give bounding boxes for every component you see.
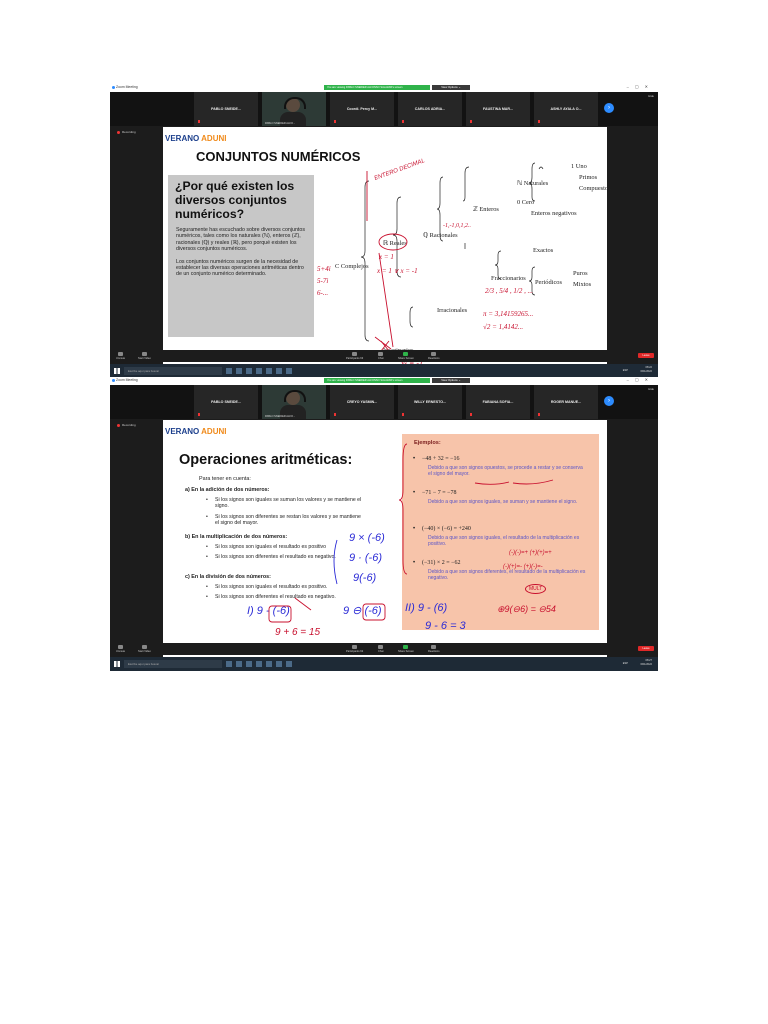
zoom-titlebar <box>110 84 658 92</box>
reactions-icon <box>431 645 436 649</box>
taskbar-clock[interactable]: 08:22 6/01/2022 <box>640 366 652 373</box>
participant-strip <box>110 385 658 419</box>
rule-item: • Si los signos son diferentes el resultado es negativo. <box>215 594 365 600</box>
participant-tile[interactable]: CREYO YASMIN... <box>330 385 394 419</box>
handwritten-strokes <box>313 167 607 377</box>
chat-button[interactable]: Chat <box>378 645 383 653</box>
tree-label: ℝ Reales <box>383 240 407 247</box>
mic-muted-icon <box>470 413 472 416</box>
headset-icon <box>284 390 306 402</box>
window-controls[interactable]: –▢✕ <box>626 377 654 382</box>
example-explanation: Debido a que son signos diferentes, el resultado de la multiplicación es negativo. <box>428 569 586 581</box>
windows-taskbar <box>110 657 658 671</box>
view-options-button[interactable]: View Options ⌄ <box>432 85 470 90</box>
share-screen-icon <box>403 645 408 649</box>
app-icon[interactable] <box>256 368 262 374</box>
hide-video-button[interactable]: Hide <box>648 94 654 98</box>
tree-label: Mixtos <box>573 281 592 288</box>
rule-item: • Si los signos son diferentes se restan los valores y se mantiene el signo del mayor. <box>215 514 365 526</box>
window-controls[interactable]: –▢✕ <box>626 84 654 89</box>
handwritten-note: 5+4i <box>317 265 331 273</box>
tree-label: Primos <box>579 174 598 181</box>
handwritten-note: 9 × (-6) <box>349 532 385 544</box>
mic-muted-icon <box>538 120 540 123</box>
app-icon[interactable] <box>256 661 262 667</box>
example-equation: • −48 + 32 = −16 <box>422 456 460 462</box>
meeting-controls <box>110 643 658 655</box>
rule-item: • Si los signos son iguales se suman los valores y se mantiene el signo. <box>215 497 365 509</box>
zoom-app-icon <box>112 379 115 382</box>
participant-tile[interactable]: FABIANA SOFIA... <box>466 385 530 419</box>
rule-heading-addition: a) En la adición de dos números: <box>185 487 270 493</box>
leave-button[interactable]: Leave <box>638 353 654 358</box>
app-name: Zoom Meeting <box>116 378 138 382</box>
example-explanation: Debido a que son signos iguales, el resultado de la multiplicación es positivo. <box>428 535 580 547</box>
example-equation: • −71 − 7 = −78 <box>422 490 457 496</box>
language-indicator[interactable]: ESP <box>622 662 628 665</box>
tree-label: ℤ Enteros <box>473 206 499 213</box>
headset-icon <box>284 97 306 109</box>
handwritten-note: 2/3 , 5/4 , 1/2 , ... <box>485 287 533 295</box>
start-video-button[interactable]: Start Video <box>138 352 151 360</box>
app-icon[interactable] <box>286 661 292 667</box>
handwritten-note: 6-... <box>317 289 329 297</box>
participant-video-tile[interactable]: PABLO SNEIDER ALFO... <box>262 92 326 126</box>
tree-label: Puros <box>573 270 588 277</box>
rule-item: • Si los signos son diferentes el resultado es negativo. <box>215 554 365 560</box>
question-paragraph-2: Los conjuntos numéricos surgen de la necesidad de establecer las diversas operaciones aritméticas dentro de un conjunto numérico determinado. <box>176 258 304 278</box>
participant-tile[interactable]: FAUSTINA MAR... <box>466 92 530 126</box>
rule-heading-division: c) En la división de dos números: <box>185 574 271 580</box>
recording-indicator: Recording <box>117 130 136 134</box>
question-box <box>168 175 314 337</box>
camera-icon <box>142 645 147 649</box>
app-icon[interactable] <box>236 661 242 667</box>
handwritten-note: x = 1 ∨ x = -1 <box>377 267 418 275</box>
participant-strip <box>110 92 658 126</box>
example-equation: • (−40) × (−6) = +240 <box>422 526 471 532</box>
participant-tile[interactable]: Coordi. Percy M... <box>330 92 394 126</box>
participant-tile[interactable]: ROGER MANUE... <box>534 385 598 419</box>
tree-label: ℕ Naturales <box>517 180 549 187</box>
zoom-app-icon <box>112 86 115 89</box>
start-video-button[interactable]: Start Video <box>138 645 151 653</box>
rule-item: • Si los signos son iguales el resultado es positivo. <box>215 584 365 590</box>
mic-muted-icon <box>334 120 336 123</box>
taskbar-apps <box>226 368 292 374</box>
view-options-button[interactable]: View Options ⌄ <box>432 378 470 383</box>
question-heading: ¿Por qué existen los diversos conjuntos numéricos? <box>175 179 295 221</box>
slide-brand: VERANO ADUNI <box>165 134 227 143</box>
leave-button[interactable]: Leave <box>638 646 654 651</box>
rule-heading-multiplication: b) En la multiplicación de dos números: <box>185 534 288 540</box>
slide-intro: Para tener en cuenta: <box>199 476 251 482</box>
handwritten-note: 9 · (-6) <box>349 552 382 564</box>
unmute-button[interactable]: Unmute <box>116 352 125 360</box>
participant-video-tile[interactable]: PABLO SNEIDER ALFO... <box>262 385 326 419</box>
app-name: Zoom Meeting <box>116 85 138 89</box>
recording-dot-icon <box>117 424 120 427</box>
recording-dot-icon <box>117 131 120 134</box>
mic-muted-icon <box>334 413 336 416</box>
mic-muted-icon <box>470 120 472 123</box>
example-explanation: Debido a que son signos opuestos, se procede a restar y se conserva el signo del mayor. <box>428 465 583 477</box>
app-icon[interactable] <box>246 368 252 374</box>
share-screen-button[interactable]: Share Screen <box>398 352 414 360</box>
app-icon[interactable] <box>276 661 282 667</box>
next-page-icon[interactable]: › <box>604 396 614 406</box>
examples-heading: Ejemplos: <box>414 440 441 446</box>
app-icon[interactable] <box>286 368 292 374</box>
hide-video-button[interactable]: Hide <box>648 387 654 391</box>
handwritten-note: ENTERO DECIMAL <box>373 158 426 182</box>
handwritten-note: √2 = 1,4142... <box>483 323 524 331</box>
tree-label: 1 Uno <box>571 163 587 170</box>
example-equation: • (−31) × 2 = −62 <box>422 560 461 566</box>
microphone-icon <box>118 645 123 649</box>
chat-button[interactable]: Chat <box>378 352 383 360</box>
participant-tile[interactable]: PABLO SNEIDE... <box>194 385 258 419</box>
participants-icon <box>352 352 357 356</box>
tree-label: Compuestos <box>579 185 611 192</box>
tree-label: Exactos <box>533 247 554 254</box>
rule-item: • Si los signos son iguales el resultado es positivo <box>215 544 365 550</box>
share-screen-button[interactable]: Share Screen <box>398 645 414 653</box>
handwritten-note: π = 3,14159265... <box>483 310 534 318</box>
share-screen-icon <box>403 352 408 356</box>
app-icon[interactable] <box>266 368 272 374</box>
tree-label: Irracionales <box>437 307 468 314</box>
zoom-titlebar <box>110 377 658 385</box>
reactions-icon <box>431 352 436 356</box>
mic-muted-icon <box>402 120 404 123</box>
viewing-screen-banner: You are viewing PABLO SNEIDER ALFONSO SALAZAR's screen <box>324 378 430 383</box>
shared-slide <box>163 420 607 673</box>
app-icon[interactable] <box>276 368 282 374</box>
mic-muted-icon <box>538 413 540 416</box>
chat-icon <box>378 645 383 649</box>
participant-tile[interactable]: ASHLY AYALA O... <box>534 92 598 126</box>
handwritten-note: 9 ⊖ (-6) <box>343 605 382 617</box>
mic-muted-icon <box>402 413 404 416</box>
handwritten-note: ⊕9(⊖6) = ⊖54 <box>497 604 556 614</box>
slide-brand: VERANO ADUNI <box>165 427 227 436</box>
handwritten-note: 5-7i <box>317 277 329 285</box>
recording-indicator: Recording <box>117 423 136 427</box>
shared-slide <box>163 127 611 380</box>
example-explanation: Debido a que son signos iguales, se suman y se mantiene el signo. <box>428 499 578 505</box>
reactions-button[interactable]: Reactions <box>428 645 440 653</box>
tree-braces <box>313 167 607 377</box>
zoom-screenshot-1 <box>110 84 658 378</box>
number-sets-tree <box>313 158 611 377</box>
tree-label: Enteros negativos <box>531 210 577 217</box>
taskbar-search[interactable]: Escribe aquí para buscar <box>124 660 222 668</box>
chat-icon <box>378 352 383 356</box>
windows-taskbar <box>110 364 658 378</box>
participants-icon <box>352 645 357 649</box>
meeting-controls <box>110 350 658 362</box>
tree-label: Fraccionarios <box>491 275 526 282</box>
handwritten-note: MULT <box>525 584 546 594</box>
handwritten-note: (-)(+)=- (+)(-)=- <box>503 564 543 570</box>
app-icon[interactable] <box>226 368 232 374</box>
zoom-screenshot-2 <box>110 377 658 671</box>
app-icon[interactable] <box>246 661 252 667</box>
participants-button[interactable]: Participants 63 <box>346 352 363 360</box>
handwritten-note: x = 1 <box>379 253 394 261</box>
taskbar-search[interactable]: Escribe aquí para buscar <box>124 367 222 375</box>
participant-tile[interactable]: PABLO SNEIDE... <box>194 92 258 126</box>
handwritten-note: 9 - 6 = 3 <box>425 620 466 632</box>
participants-button[interactable]: Participants 62 <box>346 645 363 653</box>
handwritten-note: 9 + 6 = 15 <box>275 627 321 638</box>
taskbar-apps <box>226 661 292 667</box>
app-icon[interactable] <box>226 661 232 667</box>
participant-tile[interactable]: WILLY ERNESTO... <box>398 385 462 419</box>
participant-tile[interactable]: CARLOS ADRIA... <box>398 92 462 126</box>
next-page-icon[interactable]: › <box>604 103 614 113</box>
microphone-icon <box>118 352 123 356</box>
unmute-button[interactable]: Unmute <box>116 645 125 653</box>
handwritten-note: -1,-1,0,1,2.. <box>443 223 471 229</box>
language-indicator[interactable]: ESP <box>622 369 628 372</box>
mic-muted-icon <box>198 413 200 416</box>
tree-label: 0 Cero <box>517 199 535 206</box>
tree-label: C Complejos <box>335 263 369 270</box>
reactions-button[interactable]: Reactions <box>428 352 440 360</box>
slide-title: Operaciones aritméticas: <box>179 452 353 468</box>
tree-label: Periódicos <box>535 279 562 286</box>
question-paragraph-1: Seguramente has escuchado sobre diversos conjuntos numéricos, tales como los naturales (ℕ), enteros (ℤ), racionales (ℚ) y reales (ℝ), pero porqué existen los diversos conjuntos numéricos. <box>176 227 305 253</box>
app-icon[interactable] <box>236 368 242 374</box>
handwritten-note: 9(-6) <box>353 572 377 584</box>
windows-start-icon[interactable] <box>114 368 120 374</box>
windows-start-icon[interactable] <box>114 661 120 667</box>
camera-icon <box>142 352 147 356</box>
handwritten-note: I) 9 - (-6) <box>247 605 290 617</box>
handwritten-note: II) 9 - (6) <box>405 602 448 614</box>
slide-title: CONJUNTOS NUMÉRICOS <box>196 149 361 164</box>
handwritten-note: (-)(-)=+ (+)(+)=+ <box>509 550 552 556</box>
viewing-screen-banner: You are viewing PABLO SNEIDER ALFONSO SALAZAR's screen <box>324 85 430 90</box>
examples-panel <box>402 434 599 630</box>
mic-muted-icon <box>198 120 200 123</box>
app-icon[interactable] <box>266 661 272 667</box>
tree-label: ℚ Racionales <box>423 232 458 239</box>
taskbar-clock[interactable]: 08:27 6/01/2022 <box>640 659 652 666</box>
